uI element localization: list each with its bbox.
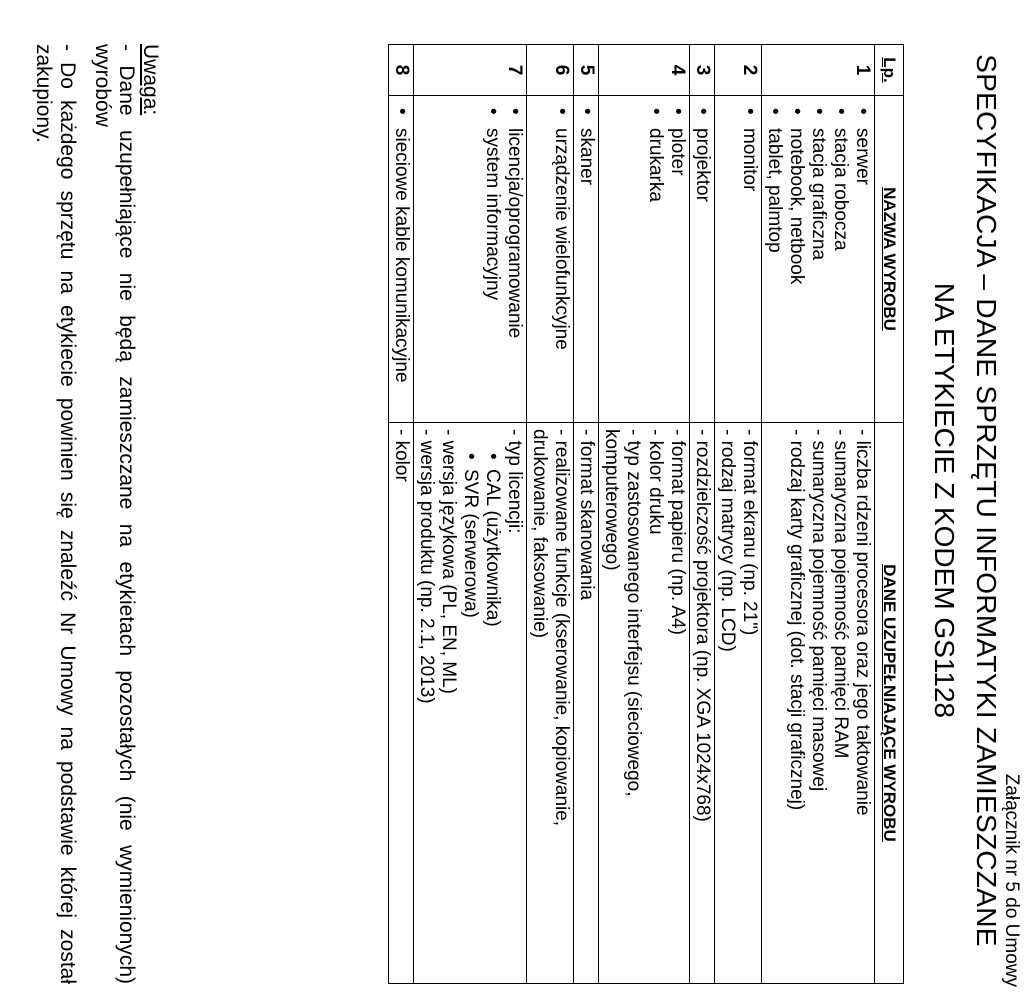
table-row [574, 45, 599, 984]
additional-data [574, 423, 599, 984]
product-name-item: • stacja robocza [829, 128, 851, 416]
note-item: - Do każdego sprzętu na etykiecie powinien się znaleźć Nr Umowy na podstawie której został zakupiony. [32, 44, 79, 984]
table-row [389, 45, 414, 984]
additional-data [762, 423, 875, 984]
data-line: - typ zastosowanego interfejsu (sieciowego, [623, 429, 644, 797]
license-type-item: • CAL (użytkownika) [481, 429, 503, 977]
product-name-item: • system informacyjny [481, 128, 503, 416]
table-row [599, 45, 690, 984]
data-line: - sumaryczna pojemność pamięci RAM [830, 429, 851, 759]
product-name-item: • tablet, palmtop [763, 128, 785, 416]
product-name-item: • stacja graficzna [807, 128, 829, 416]
data-line: - sumaryczna pojemność pamięci masowej [808, 429, 829, 792]
product-name-item: • ploter [666, 128, 688, 416]
data-line: komputerowego) [601, 429, 622, 571]
specification-table [388, 44, 904, 984]
note-item: - Dane uzupełniające nie będą zamieszczane na etykietach pozostałych (nie wymienionych) wyrobów [91, 44, 138, 984]
product-names [527, 96, 574, 423]
table-row [690, 45, 715, 984]
additional-data [414, 423, 527, 984]
product-name-item: • skaner [575, 128, 597, 416]
additional-data [690, 423, 715, 984]
product-names [389, 96, 414, 423]
table-row [527, 45, 574, 984]
data-line: - liczba rdzeni procesora oraz jego taktowanie [852, 429, 873, 816]
product-name-item: • sieciowe kable komunikacyjne [390, 128, 412, 416]
data-line: - kolor [391, 429, 412, 482]
data-line: - rodzaj matrycy (np. LCD) [717, 429, 738, 652]
table-row [762, 45, 875, 984]
additional-data [599, 423, 690, 984]
data-line: - kolor druku [645, 429, 666, 535]
product-names [599, 96, 690, 423]
data-line: - format papieru (np. A4) [667, 429, 688, 635]
header-additional-data: DANE UZUPEŁNIAJĄCE WYROBU [875, 423, 904, 984]
data-line: drukowanie, faksowanie) [529, 429, 550, 639]
row-number: 8 [389, 45, 414, 96]
data-line: - rodzaj karty graficznej (dot. stacji graficznej) [786, 429, 807, 811]
data-line: - format ekranu (np. 21") [739, 429, 760, 636]
table-row [414, 45, 527, 984]
row-number: 2 [715, 45, 762, 96]
data-line: - wersja językowa (PL, EN, ML) [438, 429, 459, 695]
product-name-item: • monitor [738, 128, 760, 416]
data-line: - typ licencji: [504, 429, 525, 534]
document-title-line1: SPECYFIKACJA – DANE SPRZĘTU INFORMATYKI ZAMIESZCZANE [971, 54, 1002, 947]
additional-data [389, 423, 414, 984]
attachment-label: Załącznik nr 5 do Umowy [1001, 773, 1022, 987]
additional-data [715, 423, 762, 984]
product-names [762, 96, 875, 423]
license-type-item: • SVR (serwerowa) [459, 429, 481, 977]
header-lp: Lp. [875, 45, 904, 96]
row-number: 7 [414, 45, 527, 96]
product-names [574, 96, 599, 423]
table-header-row [875, 45, 904, 984]
data-line: - realizowane funkcje (kserowanie, kopiowanie, [551, 429, 572, 827]
data-line: - wersja produktu (np. 2.1, 2013) [416, 429, 437, 704]
product-name-item: • drukarka [644, 128, 666, 416]
row-number: 5 [574, 45, 599, 96]
product-name-item: • licencja/oprogramowanie [503, 128, 525, 416]
row-number: 1 [762, 45, 875, 96]
product-names [690, 96, 715, 423]
product-name-item: • urządzenie wielofunkcyjne [550, 128, 572, 416]
notes-heading: Uwaga: [139, 44, 162, 116]
additional-data [527, 423, 574, 984]
document-title-line2: NA ETYKIECIE Z KODEM GS1128 [929, 282, 960, 719]
data-line: - format skanowania [576, 429, 597, 601]
table-row [715, 45, 762, 984]
row-number: 4 [599, 45, 690, 96]
product-names [715, 96, 762, 423]
product-names [414, 96, 527, 423]
data-line: - rozdzielczość projektora (np. XGA 1024x768) [692, 429, 713, 822]
row-number: 3 [690, 45, 715, 96]
header-product-name: NAZWA WYROBU [875, 96, 904, 423]
product-name-item: • notebook, netbook [785, 128, 807, 416]
product-name-item: • projektor [691, 128, 713, 416]
product-name-item: • serwer [851, 128, 873, 416]
row-number: 6 [527, 45, 574, 96]
